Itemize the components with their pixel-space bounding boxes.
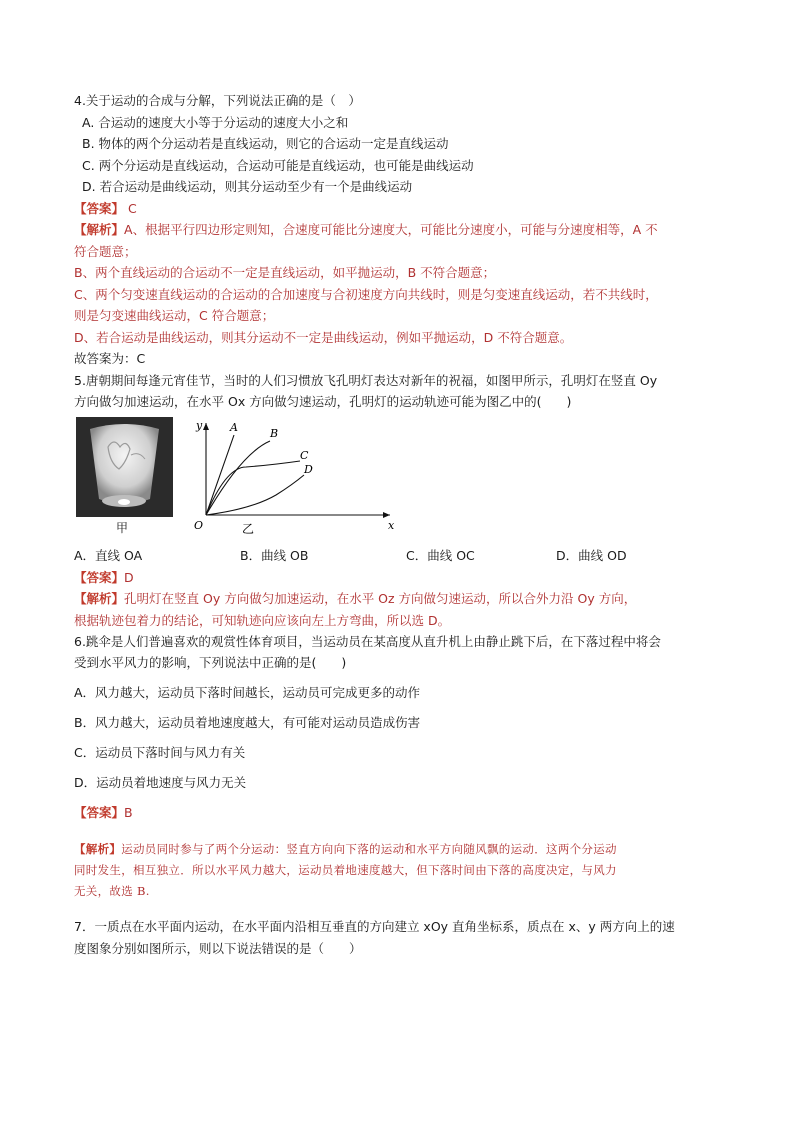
question-6-analysis-1 [74,839,734,860]
question-5 [74,370,734,632]
label-c: C [300,448,309,462]
question-5-stem-2: 方向做匀加速运动，在水平 Ox 方向做匀速运动，孔明灯的运动轨迹可能为图乙中的( ) [74,394,572,409]
question-4-option-b: B. 物体的两个分运动若是直线运动，则它的合运动一定是直线运动 [82,136,449,151]
curve-ob [206,441,270,515]
question-5-answer [74,567,734,589]
y-axis-label: y [196,418,203,432]
analysis-tag: 【解析】 [74,842,122,856]
question-4-analysis-2: 符合题意； [74,243,137,259]
question-4-option-c: C. 两个分运动是直线运动，合运动可能是直线运动，也可能是曲线运动 [82,157,474,173]
answer-tag: 【答案】 [74,200,125,216]
question-4-option-d: D. 若合运动是曲线运动，则其分运动至少有一个是曲线运动 [82,179,413,194]
answer-value: C [128,200,137,216]
answer-tag: 【答案】 [74,569,125,585]
figure-b-caption: 乙 [242,521,255,536]
question-4-analysis-5: 则是匀变速曲线运动，C 符合题意； [74,308,275,323]
label-b: B [270,426,279,440]
x-axis-label: x [388,518,395,532]
question-5-option-b: B．曲线 OB [240,547,309,563]
question-6-analysis-2: 同时发生，相互独立．所以水平风力越大，运动员着地速度越大，但下落时间由下落的高度决定，与风力 [74,863,617,877]
question-7-stem-1: 7．一质点在水平面内运动，在水平面内沿相互垂直的方向建立 xOy 直角坐标系，质点在 x、y 两方向上的速 [74,919,675,934]
question-4-analysis-6: D、若合运动是曲线运动，则其分运动不一定是曲线运动，例如平抛运动，D 不符合题意。 [74,329,573,345]
question-6-option-c: C．运动员下落时间与风力有关 [74,745,246,760]
analysis-text: 孔明灯在竖直 Oy 方向做匀加速运动，在水平 Oz 方向做匀速运动，所以合外力沿 Oy 方向， [124,591,637,606]
question-7 [74,916,734,959]
figure-a-caption: 甲 [116,520,129,535]
answer-value: B [124,805,133,820]
document-page [74,90,734,959]
label-d: D [304,462,313,476]
origin-label: O [194,518,204,532]
question-6 [74,631,734,902]
question-5-analysis-2: 根据轨迹包着力的结论，可知轨迹向应该向左上方弯曲，所以选 D。 [74,612,451,628]
label-a: A [230,420,238,434]
question-6-option-a: A．风力越大，运动员下落时间越长，运动员可完成更多的动作 [74,685,421,700]
question-4-analysis-3: B、两个直线运动的合运动不一定是直线运动，如平抛运动，B 不符合题意； [74,265,496,280]
analysis-tag: 【解析】 [74,591,125,606]
question-5-option-a: A．直线 OA [74,547,143,563]
question-4-analysis-4: C、两个匀变速直线运动的合运动的合加速度与合初速度方向共线时，则是匀变速直线运动，若不共线时， [74,286,658,302]
question-4-answer [74,198,734,220]
sky-lantern-icon [76,417,173,517]
question-4-option-a: A. 合运动的速度大小等于分运动的速度大小之和 [82,114,349,130]
question-6-answer [74,802,734,823]
question-6-stem-2: 受到水平风力的影响，下列说法中正确的是( ) [74,655,347,670]
question-4 [74,90,734,370]
question-6-analysis-3: 无关，故选 B. [74,884,150,898]
analysis-tag: 【解析】 [74,222,125,237]
curve-od [206,475,304,515]
question-4-stem: 4.关于运动的合成与分解，下列说法正确的是（ ） [74,93,361,108]
question-4-analysis-1 [74,219,734,241]
analysis-text: A、根据平行四边形定则知，合速度可能比分速度大，可能比分速度小，可能与分速度相等，A 不 [124,222,658,237]
question-5-options [74,545,734,567]
question-5-stem-1: 5.唐朝期间每逢元宵佳节，当时的人们习惯放飞孔明灯表达对新年的祝福，如图甲所示，孔明灯在竖直 Oy [74,372,658,388]
question-6-option-b: B．风力越大，运动员着地速度越大，有可能对运动员造成伤害 [74,715,421,730]
answer-value: D [124,569,134,585]
question-6-stem-1: 6.跳伞是人们普遍喜欢的观赏性体育项目，当运动员在某高度从直升机上由静止跳下后，在下落过程中将会 [74,634,661,649]
question-7-stem-2: 度图象分别如图所示，则以下说法错误的是（ ） [74,940,362,956]
question-5-option-c: C．曲线 OC [406,547,475,563]
question-6-option-d: D．运动员着地速度与风力无关 [74,775,247,790]
question-5-analysis-1 [74,588,734,610]
analysis-text: 运动员同时参与了两个分运动：竖直方向向下落的运动和水平方向随风飘的运动．这两个分运动 [121,842,617,856]
question-5-figures [74,417,734,539]
question-5-option-d: D．曲线 OD [556,547,627,563]
question-4-final-answer: 故答案为：C [74,351,146,366]
trajectory-graph [192,417,402,537]
answer-tag: 【答案】 [74,805,125,820]
sky-lantern-photo [76,417,173,517]
